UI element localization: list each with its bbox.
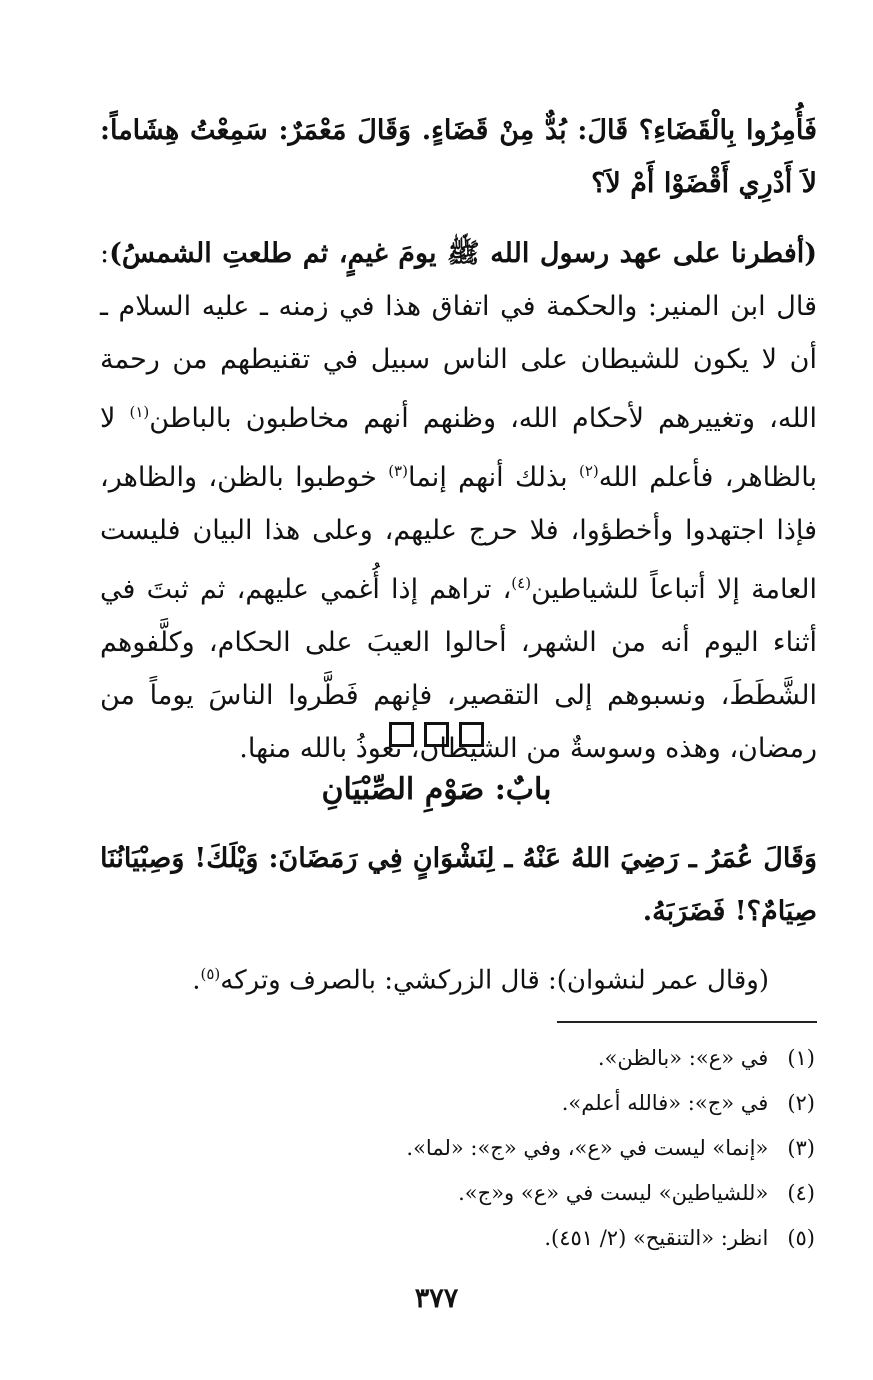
page-number: ٣٧٧ xyxy=(414,1283,459,1314)
commentary-text: ، تراهم إذا أُغمي عليهم، ثم ثبتَ في أثناء اليوم أنه من الشهر، أحالوا العيبَ على الحكام، وكلَّفوهم الشَّطَطَ، ونسبوهم إلى التقصير، فإنهم فَطَّروا الناسَ يوماً من رمضان، وهذه وسوسةٌ من الشيطان، نعوذُ بالله منها. xyxy=(100,574,817,764)
square-ornament-icon xyxy=(459,722,484,747)
square-ornament-icon xyxy=(424,722,449,747)
square-ornament-icon xyxy=(389,722,414,747)
footnote-number: (٢) xyxy=(787,1091,815,1115)
footnote-ref-1[interactable]: (١) xyxy=(129,403,150,421)
footnote-item xyxy=(100,1216,815,1261)
commentary-text: : قال ابن المنير: والحكمة في اتفاق هذا في زمنه ـ عليه السلام ـ أن لا يكون للشيطان على الناس سبيل في تقنيطهم من رحمة الله، وتغييرهم لأحكام الله، وظنهم أنهم مخاطبون بالباطن xyxy=(100,238,817,434)
footnote-text: في «ج»: «فالله أعلم». xyxy=(561,1091,769,1115)
commentary-text: (وقال عمر لنشوان): قال الزركشي: بالصرف وتركه xyxy=(220,965,769,996)
footnote-text: «للشياطين» ليست في «ع» و«ج». xyxy=(458,1181,769,1205)
footnote-number: (٣) xyxy=(787,1136,815,1160)
footnotes-list xyxy=(100,1036,815,1261)
footnote-ref-2[interactable]: (٢) xyxy=(579,462,599,480)
footnote-number: (٥) xyxy=(787,1226,815,1250)
commentary-text: . xyxy=(192,965,201,996)
commentary-text: لا بالظاهر، فأعلم الله xyxy=(100,403,817,493)
hadith-text-end: فَأُمِرُوا بِالْقَضَاءِ؟ قَالَ: بُدٌّ مِنْ قَضَاءٍ. وَقَالَ مَعْمَرٌ: سَمِعْتُ هِشَاماً: لاَ أَدْرِي أَقْضَوْا أَمْ لاَ؟ xyxy=(100,115,817,199)
footnote-ref-4[interactable]: (٤) xyxy=(511,574,532,592)
footnote-ref-5[interactable]: (٥) xyxy=(200,965,221,983)
footnote-number: (٤) xyxy=(787,1181,815,1205)
footnote-item xyxy=(100,1036,815,1081)
commentary-text: خوطبوا بالظن، والظاهر، فإذا اجتهدوا وأخطؤوا، فلا حرج عليهم، وعلى هذا البيان فليست العامة إلا أتباعاً للشياطين xyxy=(100,462,817,605)
section-divider-ornament xyxy=(0,722,873,751)
footnote-text: انظر: «التنقيح» (٢/ ٤٥١). xyxy=(544,1226,769,1250)
hadith-text: وَقَالَ عُمَرُ ـ رَضِيَ اللهُ عَنْهُ ـ لِنَشْوَانٍ فِي رَمَضَانَ: وَيْلَكَ! وَصِبْيَانُنَا صِيَامٌ؟! فَضَرَبَهُ. xyxy=(100,843,817,927)
footnote-item xyxy=(100,1081,815,1126)
commentary-text: بذلك أنهم إنما xyxy=(407,462,579,493)
commentary-lead: (أفطرنا على عهد رسول الله ﷺ يومَ غيمٍ، ثم طلعتِ الشمسُ) xyxy=(109,238,817,269)
chapter-heading: بابٌ: صَوْمِ الصِّبْيَانِ xyxy=(321,772,552,807)
commentary-paragraph xyxy=(100,227,817,775)
footnote-text: «إنما» ليست في «ع»، وفي «ج»: «لما». xyxy=(406,1136,769,1160)
commentary-paragraph-2 xyxy=(100,948,769,1008)
footnote-ref-3[interactable]: (٣) xyxy=(388,462,408,480)
footnote-item xyxy=(100,1126,815,1171)
footnote-number: (١) xyxy=(787,1046,815,1070)
footnote-item xyxy=(100,1171,815,1216)
footnote-separator xyxy=(557,1021,817,1023)
footnote-text: في «ع»: «بالظن». xyxy=(597,1046,769,1070)
